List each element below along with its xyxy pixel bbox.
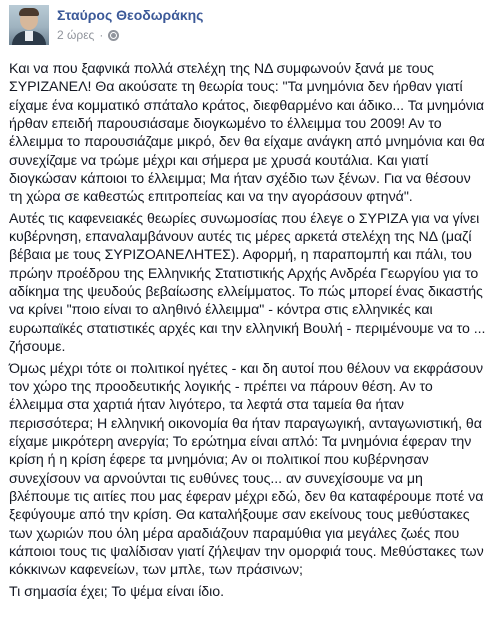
separator-dot: · [99,28,104,42]
globe-icon[interactable] [108,30,119,41]
post-paragraph: Όμως μέχρι τότε οι πολιτικοί ηγέτες - και δη αυτοί που θέλουν να εκφράσουν τον χώρο της προοδευτικής λογικής - πρέπει να πάρουν θέση. Αν το έλλειμμα στα χαρτιά ήταν λιγότερο, τα λεφτά στα ταμεία θα ήταν περισσότερα; Η ελληνική οικονομία θα ήταν παραγωγική, ανταγωνιστική, θα είχαμε μικρότερη ανεργία; Το ερώτημα είναι απλό: Τα μνημόνια έφεραν την κρίση ή η κρίση έφερε τα μνημόνια; Αν οι πολιτικοί που κυβέρνησαν συνεχίσουν να αρνούνται τις ευθύνες τους... αν συνεχίσουμε να μη βλέπουμε τις αιτίες που μας έφεραν μέχρι εδώ, δεν θα καταφέρουμε ποτέ να ξεφύγουμε από την κρίση. Θα καταλήξουμε σαν εκείνους τους μεθύστακες των χωριών που όλη μέρα αραδιάζουν παραμύθια για μεγάλες ζωές που κάποιοι τους τις ψαλίδισαν γιατί ζήλεψαν την ομορφιά τους. Μεθύστακες των κόκκινων καφενείων, των μπλε, των πράσινων; [9,360,484,579]
post-paragraph: Τι σημασία έχει; Το ψέμα είναι ίδιο. [9,583,224,600]
post-paragraph: Και να που ξαφνικά πολλά στελέχη της ΝΔ συμφωνούν ξανά με τους ΣΥΡΙΖΑΝΕΛ! Θα ακούσατε τη θεωρία τους: "Τα μνημόνια δεν ήρθαν γιατί είχαμε ένα κομματικό σπάταλο κράτος, διεφθαρμένο και άδικο... Τα μνημόνια ήρθαν επειδή παρουσιάσαμε διογκωμένο το έλλειμμα του 2009! Αν το έλλειμμα το παρουσιάζαμε μικρό, δεν θα είχαμε ανάγκη από μνημόνια και θα συνεχίζαμε να τρώμε μέχρι και σήμερα με χρυσά κουτάλια. Και γιατί διογκώσαν κάποιοι το έλλειμμα; Μα ήταν σχέδιο των ξένων. Για να θέσουν τη χώρα σε καθεστώς επιτροπείας και να την αγοράσουν φτηνά". [9,61,485,206]
timestamp-row [57,27,203,43]
author-name-link[interactable]: Σταύρος Θεοδωράκης [57,7,204,23]
avatar-collar [25,31,33,41]
post-meta [57,4,203,54]
post-header [9,4,203,54]
post-body [9,60,487,601]
post-timestamp-link[interactable]: 2 ώρες [57,28,95,42]
avatar[interactable] [9,5,49,45]
post-paragraph: Αυτές τις καφενειακές θεωρίες συνωμοσίας που έλεγε ο ΣΥΡΙΖΑ για να γίνει κυβέρνηση, επαναλαμβάνουν αυτές τις μέρες αρκετά στελέχη της ΝΔ (μαζί βέβαια με τους ΣΥΡΙΖΟΑΝΕΛΗΤΕΣ). Αφορμή, η παραπομπή και πάλι, του πρώην προέδρου της Ελληνικής Στατιστικής Αρχής Ανδρέα Γεωργίου για το αδίκημα της ψευδούς βεβαίωσης ελλείμματος. Το πώς μπορεί ένας δικαστής να κρίνει "ποιο είναι το αληθινό έλλειμμα" - κόντρα στις ελληνικές και ευρωπαϊκές στατιστικές αρχές και την ελληνική Βουλή - περιμένουμε να το ... ζήσουμε. [9,210,486,356]
avatar-hair [19,8,39,16]
